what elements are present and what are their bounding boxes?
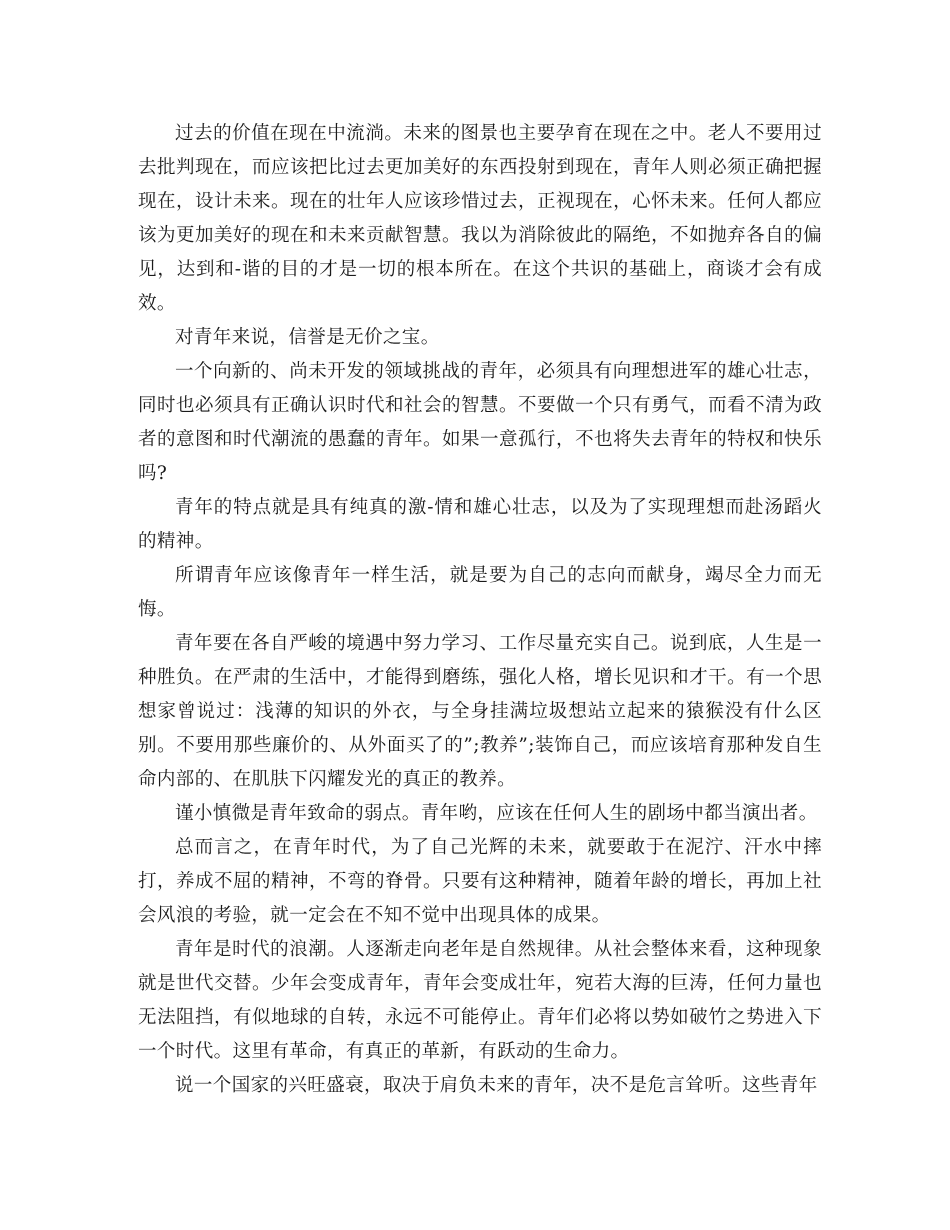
paragraph-8: 总而言之，在青年时代，为了自己光辉的未来，就要敢于在泥泞、汗水中摔打，养成不屈的精神，不弯的脊骨。只要有这种精神，随着年龄的增长，再加上社会风浪的考验，就一定会在不知不觉中出现具体的成果。 [138, 837, 822, 926]
document-body [138, 117, 822, 1103]
paragraph-6: 青年要在各自严峻的境遇中努力学习、工作尽量充实自己。说到底，人生是一种胜负。在严肃的生活中，才能得到磨练，强化人格，增长见识和才干。有一个思想家曾说过：浅薄的知识的外衣，与全身挂满垃圾想站立起来的猿猴没有什么区别。不要用那些廉价的、从外面买了的”;教养”;装饰自己，而应该培育那种发自生命内部的、在肌肤下闪耀发光的真正的教养。 [138, 633, 822, 790]
paragraph-10: 说一个国家的兴旺盛衰，取决于肩负未来的青年，决不是危言耸听。这些青年 [175, 1075, 818, 1096]
paragraph-1: 过去的价值在现在中流淌。未来的图景也主要孕育在现在之中。老人不要用过去批判现在，而应该把比过去更加美好的东西投射到现在，青年人则必须正确把握现在，设计未来。现在的壮年人应该珍惜过去，正视现在，心怀未来。任何人都应该为更加美好的现在和未来贡献智慧。我以为消除彼此的隔绝，不如抛弃各自的偏见，达到和-谐的目的才是一切的根本所在。在这个共识的基础上，商谈才会有成效。 [138, 123, 822, 314]
paragraph-7: 谨小慎微是青年致命的弱点。青年哟，应该在任何人生的剧场中都当演出者。 [175, 803, 818, 824]
paragraph-3: 一个向新的、尚未开发的领域挑战的青年，必须具有向理想进军的雄心壮志，同时也必须具有正确认识时代和社会的智慧。不要做一个只有勇气，而看不清为政者的意图和时代潮流的愚蠢的青年。如果一意孤行，不也将失去青年的特权和快乐吗? [138, 361, 822, 484]
paragraph-5: 所谓青年应该像青年一样生活，就是要为自己的志向而献身，竭尽全力而无悔。 [138, 565, 822, 620]
paragraph-2: 对青年来说，信誉是无价之宝。 [175, 327, 440, 348]
paragraph-9: 青年是时代的浪潮。人逐渐走向老年是自然规律。从社会整体来看，这种现象就是世代交替。少年会变成青年，青年会变成壮年，宛若大海的巨涛，任何力量也无法阻挡，有似地球的自转，永远不可能停止。青年们必将以势如破竹之势进入下一个时代。这里有革命，有真正的革新，有跃动的生命力。 [138, 939, 822, 1062]
paragraph-4: 青年的特点就是具有纯真的激-情和雄心壮志，以及为了实现理想而赴汤蹈火的精神。 [138, 497, 822, 552]
